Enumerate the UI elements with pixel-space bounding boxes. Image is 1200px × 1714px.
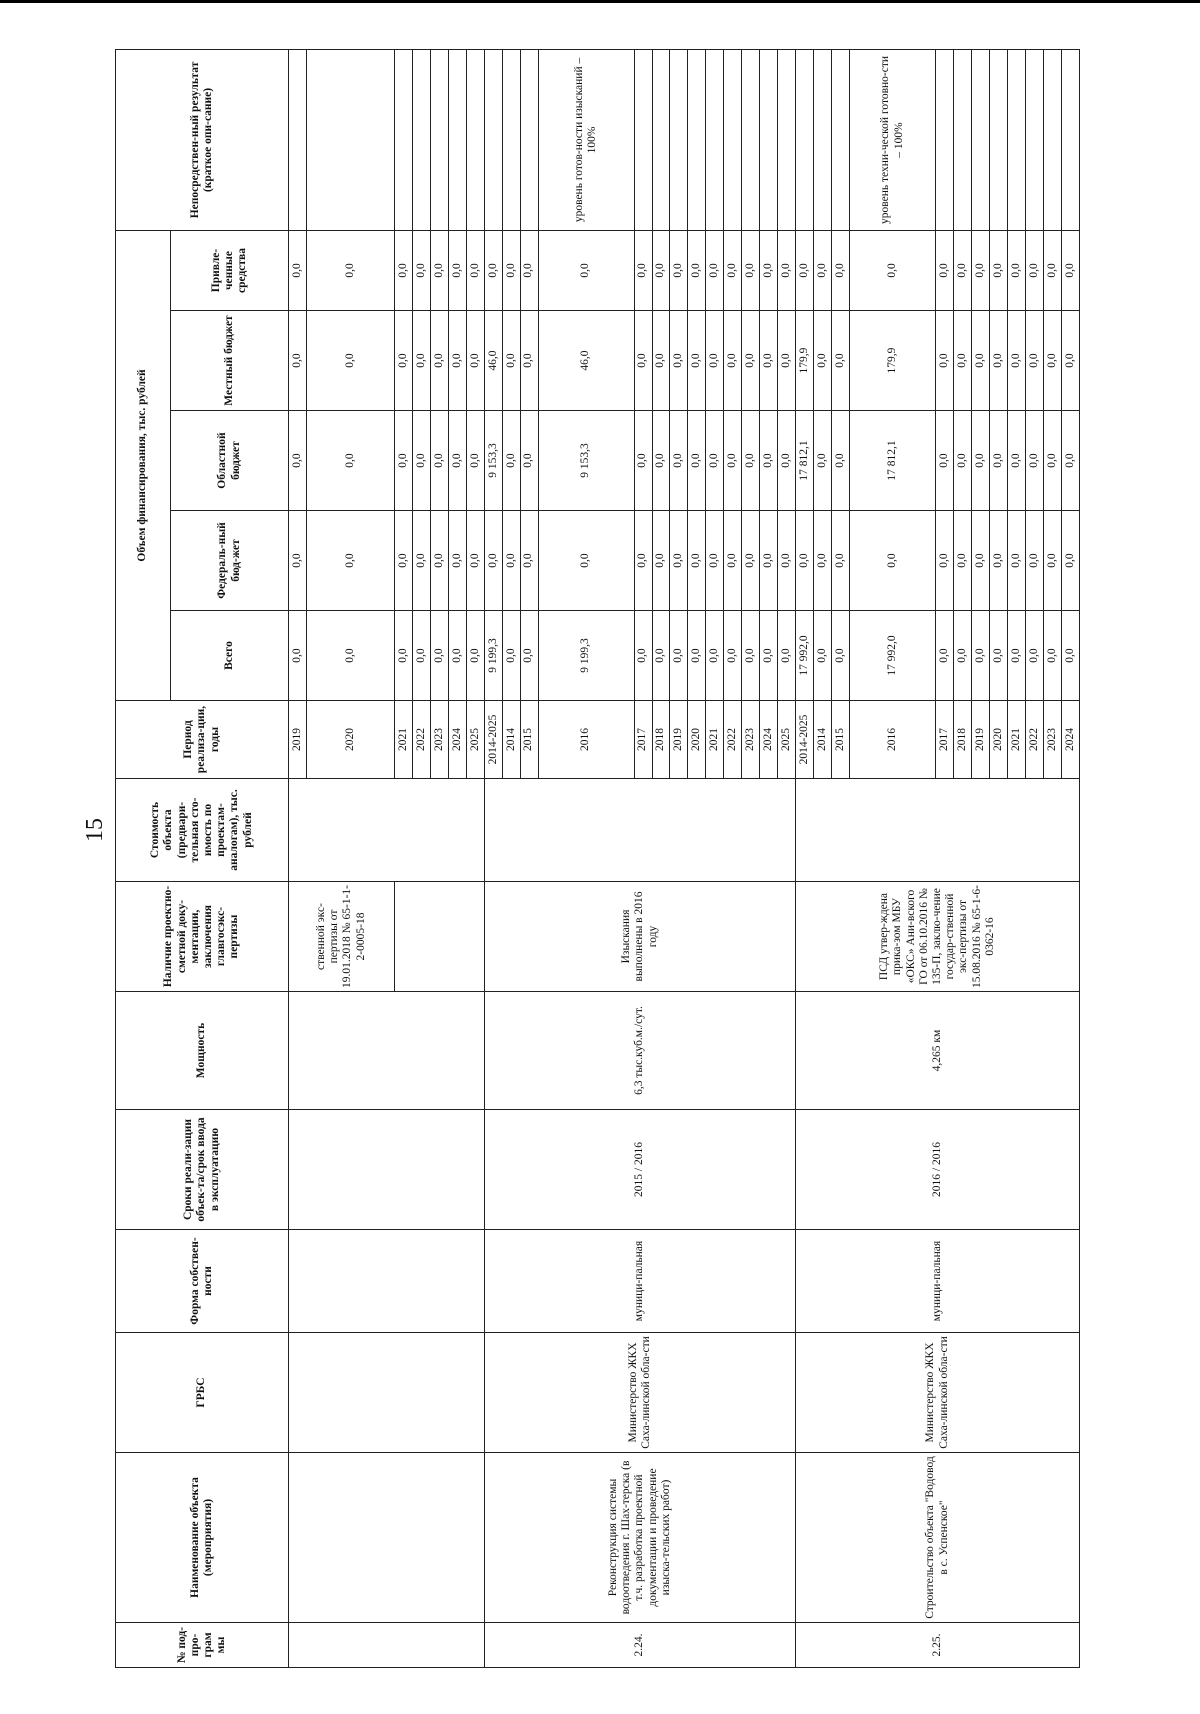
result-cell	[1007, 49, 1025, 230]
regional-cell: 9 153,3	[484, 411, 502, 511]
result-cell	[936, 49, 954, 230]
local-cell: 0,0	[1043, 311, 1061, 411]
attracted-cell: 0,0	[670, 230, 688, 310]
federal-cell: 0,0	[652, 511, 670, 611]
ownership-cell: муници-пальная	[796, 1230, 1080, 1333]
regional-cell: 0,0	[724, 411, 742, 511]
period-cell: 2014	[502, 701, 520, 779]
total-cell: 0,0	[634, 611, 652, 701]
total-cell: 0,0	[412, 611, 430, 701]
local-cell: 0,0	[953, 311, 971, 411]
federal-cell: 0,0	[953, 511, 971, 611]
program-objects-table	[115, 49, 1080, 1668]
result-cell	[412, 49, 430, 230]
header-name: Наименование объекта (мероприятия)	[116, 1453, 289, 1623]
result-cell	[289, 49, 307, 230]
total-cell: 0,0	[724, 611, 742, 701]
total-cell: 0,0	[1025, 611, 1043, 701]
cost-cell	[796, 779, 1080, 882]
total-cell: 0,0	[1043, 611, 1061, 701]
regional-cell: 0,0	[670, 411, 688, 511]
federal-cell: 0,0	[936, 511, 954, 611]
terms-cell: 2015 / 2016	[484, 1110, 795, 1230]
header-grbs: ГРБС	[116, 1333, 289, 1453]
docs-cell: ПСД утвер-ждена прика-зом МБУ «ОКС» Ани-вского ГО от 06.10.2016 № 135-П, заклю-чение государ-ственной экс-пертизы от 15.08.2016 № 65-1-6-0362-16	[796, 882, 1080, 992]
result-cell	[634, 49, 652, 230]
regional-cell: 0,0	[1007, 411, 1025, 511]
attracted-cell: 0,0	[989, 230, 1007, 310]
attracted-cell: 0,0	[760, 230, 778, 310]
header-capacity: Мощность	[116, 992, 289, 1110]
terms-cell	[289, 1110, 485, 1230]
period-cell: 2020	[688, 701, 706, 779]
result-cell	[484, 49, 502, 230]
federal-cell: 0,0	[466, 511, 484, 611]
period-cell: 2016	[538, 701, 634, 779]
total-cell: 0,0	[989, 611, 1007, 701]
result-cell	[306, 49, 394, 230]
result-cell	[448, 49, 466, 230]
federal-cell: 0,0	[412, 511, 430, 611]
grbs-cell: Министерство ЖКХ Саха-линской обла-сти	[796, 1333, 1080, 1453]
name-cell: Реконструкция системы водоотведения г. Шах-терска (в т.ч. разработка проектной документации и проведение изыска-тельских работ)	[484, 1453, 795, 1623]
header-local: Местный бюджет	[171, 311, 289, 411]
attracted-cell: 0,0	[850, 230, 936, 310]
result-cell	[989, 49, 1007, 230]
federal-cell: 0,0	[832, 511, 850, 611]
attracted-cell: 0,0	[832, 230, 850, 310]
capacity-cell: 4,265 км	[796, 992, 1080, 1110]
total-cell: 0,0	[953, 611, 971, 701]
regional-cell: 0,0	[760, 411, 778, 511]
header-docs: Наличие проектно-сметной доку-ментации, заключения главгосэкс-пертизы	[116, 882, 289, 992]
table-body	[289, 49, 1080, 1667]
federal-cell: 0,0	[742, 511, 760, 611]
federal-cell: 0,0	[448, 511, 466, 611]
header-terms: Сроки реали-зации объек-та/срок ввода в эксплуатацию	[116, 1110, 289, 1230]
result-cell	[724, 49, 742, 230]
local-cell: 0,0	[688, 311, 706, 411]
total-cell: 0,0	[306, 611, 394, 701]
period-cell: 2024	[1061, 701, 1079, 779]
local-cell: 0,0	[760, 311, 778, 411]
capacity-cell	[289, 992, 485, 1110]
regional-cell: 9 153,3	[538, 411, 634, 511]
result-cell	[953, 49, 971, 230]
attracted-cell: 0,0	[953, 230, 971, 310]
local-cell: 0,0	[652, 311, 670, 411]
attracted-cell: 0,0	[1043, 230, 1061, 310]
regional-cell: 0,0	[448, 411, 466, 511]
result-cell	[814, 49, 832, 230]
attracted-cell: 0,0	[706, 230, 724, 310]
period-cell: 2018	[652, 701, 670, 779]
regional-cell: 0,0	[814, 411, 832, 511]
period-cell: 2016	[850, 701, 936, 779]
total-cell: 0,0	[971, 611, 989, 701]
header-total: Всего	[171, 611, 289, 701]
regional-cell: 0,0	[412, 411, 430, 511]
federal-cell: 0,0	[778, 511, 796, 611]
period-cell: 2022	[724, 701, 742, 779]
regional-cell: 0,0	[688, 411, 706, 511]
table-row	[484, 49, 502, 1667]
total-cell: 0,0	[652, 611, 670, 701]
federal-cell: 0,0	[502, 511, 520, 611]
regional-cell: 0,0	[520, 411, 538, 511]
attracted-cell: 0,0	[520, 230, 538, 310]
federal-cell: 0,0	[306, 511, 394, 611]
cost-cell	[289, 779, 485, 882]
regional-cell: 0,0	[306, 411, 394, 511]
header-row-1	[116, 49, 171, 1667]
result-cell	[688, 49, 706, 230]
attracted-cell: 0,0	[936, 230, 954, 310]
attracted-cell: 0,0	[778, 230, 796, 310]
regional-cell: 0,0	[502, 411, 520, 511]
period-cell: 2015	[520, 701, 538, 779]
local-cell: 0,0	[989, 311, 1007, 411]
local-cell: 179,9	[796, 311, 814, 411]
period-cell: 2020	[989, 701, 1007, 779]
regional-cell: 0,0	[1043, 411, 1061, 511]
total-cell: 0,0	[706, 611, 724, 701]
grbs-cell	[289, 1333, 485, 1453]
period-cell: 2023	[1043, 701, 1061, 779]
period-cell: 2024	[760, 701, 778, 779]
total-cell: 0,0	[778, 611, 796, 701]
period-cell: 2023	[742, 701, 760, 779]
attracted-cell: 0,0	[394, 230, 412, 310]
federal-cell: 0,0	[289, 511, 307, 611]
attracted-cell: 0,0	[742, 230, 760, 310]
regional-cell: 0,0	[989, 411, 1007, 511]
attracted-cell: 0,0	[484, 230, 502, 310]
attracted-cell: 0,0	[634, 230, 652, 310]
total-cell: 0,0	[1061, 611, 1079, 701]
total-cell: 0,0	[1007, 611, 1025, 701]
num-cell: 2.24.	[484, 1623, 795, 1668]
result-cell	[971, 49, 989, 230]
result-cell	[520, 49, 538, 230]
header-attracted: Привле-ченные средства	[171, 230, 289, 310]
result-cell	[1061, 49, 1079, 230]
cost-cell	[484, 779, 795, 882]
total-cell: 0,0	[520, 611, 538, 701]
period-cell: 2018	[953, 701, 971, 779]
header-funding: Объем финансирования, тыс. рублей	[116, 230, 171, 700]
capacity-cell: 6,3 тыс.куб.м./сут.	[484, 992, 795, 1110]
local-cell: 179,9	[850, 311, 936, 411]
attracted-cell: 0,0	[652, 230, 670, 310]
regional-cell: 0,0	[832, 411, 850, 511]
result-cell: уровень готов-ности изысканий – 100%	[538, 49, 634, 230]
table-row	[289, 49, 307, 1667]
period-cell: 2022	[412, 701, 430, 779]
local-cell: 0,0	[448, 311, 466, 411]
federal-cell: 0,0	[394, 511, 412, 611]
federal-cell: 0,0	[989, 511, 1007, 611]
regional-cell: 0,0	[634, 411, 652, 511]
local-cell: 0,0	[466, 311, 484, 411]
result-cell	[652, 49, 670, 230]
local-cell: 0,0	[814, 311, 832, 411]
total-cell: 0,0	[502, 611, 520, 701]
attracted-cell: 0,0	[306, 230, 394, 310]
total-cell: 9 199,3	[484, 611, 502, 701]
local-cell: 0,0	[1025, 311, 1043, 411]
local-cell: 0,0	[394, 311, 412, 411]
regional-cell: 0,0	[706, 411, 724, 511]
result-cell	[502, 49, 520, 230]
regional-cell: 0,0	[430, 411, 448, 511]
attracted-cell: 0,0	[1025, 230, 1043, 310]
docs-cell	[394, 882, 484, 992]
total-cell: 0,0	[430, 611, 448, 701]
result-cell: уровень техни-ческой готовно-сти – 100%	[850, 49, 936, 230]
total-cell: 0,0	[289, 611, 307, 701]
regional-cell: 0,0	[394, 411, 412, 511]
attracted-cell: 0,0	[412, 230, 430, 310]
federal-cell: 0,0	[1043, 511, 1061, 611]
period-cell: 2019	[971, 701, 989, 779]
federal-cell: 0,0	[1007, 511, 1025, 611]
header-result: Непосредствен-ный результат (краткое опи-сание)	[116, 49, 289, 230]
result-cell	[466, 49, 484, 230]
result-cell	[778, 49, 796, 230]
period-cell: 2023	[430, 701, 448, 779]
attracted-cell: 0,0	[289, 230, 307, 310]
total-cell: 0,0	[814, 611, 832, 701]
regional-cell: 0,0	[652, 411, 670, 511]
total-cell: 17 992,0	[850, 611, 936, 701]
period-cell: 2022	[1025, 701, 1043, 779]
terms-cell: 2016 / 2016	[796, 1110, 1080, 1230]
result-cell	[760, 49, 778, 230]
result-cell	[394, 49, 412, 230]
header-ownership: Форма собствен-ности	[116, 1230, 289, 1333]
period-cell: 2017	[936, 701, 954, 779]
header-federal: Федераль-ный бюд-жет	[171, 511, 289, 611]
period-cell: 2019	[289, 701, 307, 779]
regional-cell: 0,0	[742, 411, 760, 511]
local-cell: 0,0	[430, 311, 448, 411]
total-cell: 0,0	[670, 611, 688, 701]
regional-cell: 0,0	[1061, 411, 1079, 511]
total-cell: 9 199,3	[538, 611, 634, 701]
docs-cell: ственной экс-пертизы от 19.01.2018 № 65-1-1-2-0005-18	[289, 882, 395, 992]
local-cell: 0,0	[289, 311, 307, 411]
total-cell: 0,0	[832, 611, 850, 701]
period-cell: 2021	[706, 701, 724, 779]
federal-cell: 0,0	[971, 511, 989, 611]
page-number: 15	[82, 818, 108, 842]
federal-cell: 0,0	[1061, 511, 1079, 611]
local-cell: 0,0	[742, 311, 760, 411]
header-period: Период реализа-ции, годы	[116, 701, 289, 779]
table-row	[796, 49, 814, 1667]
regional-cell: 0,0	[289, 411, 307, 511]
regional-cell: 0,0	[936, 411, 954, 511]
header-num: № под-про-грам мы	[116, 1623, 289, 1668]
docs-cell: Изыскания выполнены в 2016 году	[484, 882, 795, 992]
name-cell: Строительство объекта "Водовод в с. Успенское"	[796, 1453, 1080, 1623]
attracted-cell: 0,0	[688, 230, 706, 310]
local-cell: 0,0	[520, 311, 538, 411]
local-cell: 0,0	[306, 311, 394, 411]
local-cell: 46,0	[538, 311, 634, 411]
period-cell: 2014-2025	[796, 701, 814, 779]
total-cell: 0,0	[760, 611, 778, 701]
federal-cell: 0,0	[484, 511, 502, 611]
result-cell	[670, 49, 688, 230]
federal-cell: 0,0	[670, 511, 688, 611]
result-cell	[706, 49, 724, 230]
federal-cell: 0,0	[538, 511, 634, 611]
attracted-cell: 0,0	[1007, 230, 1025, 310]
regional-cell: 0,0	[953, 411, 971, 511]
total-cell: 0,0	[448, 611, 466, 701]
period-cell: 2020	[306, 701, 394, 779]
federal-cell: 0,0	[634, 511, 652, 611]
attracted-cell: 0,0	[1061, 230, 1079, 310]
attracted-cell: 0,0	[814, 230, 832, 310]
local-cell: 0,0	[670, 311, 688, 411]
local-cell: 0,0	[971, 311, 989, 411]
num-cell: 2.25.	[796, 1623, 1080, 1668]
header-cost: Стоимость объекта (предвари-тельная сто-имость по проектам-аналогам), тыс. рублей	[116, 779, 289, 882]
regional-cell: 0,0	[466, 411, 484, 511]
total-cell: 17 992,0	[796, 611, 814, 701]
period-cell: 2025	[466, 701, 484, 779]
top-border-line	[0, 0, 1200, 3]
result-cell	[832, 49, 850, 230]
local-cell: 0,0	[634, 311, 652, 411]
local-cell: 0,0	[1061, 311, 1079, 411]
local-cell: 0,0	[1007, 311, 1025, 411]
local-cell: 0,0	[724, 311, 742, 411]
local-cell: 0,0	[706, 311, 724, 411]
federal-cell: 0,0	[1025, 511, 1043, 611]
regional-cell: 0,0	[778, 411, 796, 511]
regional-cell: 0,0	[1025, 411, 1043, 511]
attracted-cell: 0,0	[538, 230, 634, 310]
federal-cell: 0,0	[724, 511, 742, 611]
period-cell: 2017	[634, 701, 652, 779]
federal-cell: 0,0	[796, 511, 814, 611]
federal-cell: 0,0	[814, 511, 832, 611]
result-cell	[1043, 49, 1061, 230]
federal-cell: 0,0	[850, 511, 936, 611]
name-cell	[289, 1453, 485, 1623]
regional-cell: 17 812,1	[850, 411, 936, 511]
grbs-cell: Министерство ЖКХ Саха-линской обла-сти	[484, 1333, 795, 1453]
local-cell: 0,0	[832, 311, 850, 411]
total-cell: 0,0	[394, 611, 412, 701]
federal-cell: 0,0	[520, 511, 538, 611]
local-cell: 0,0	[502, 311, 520, 411]
ownership-cell	[289, 1230, 485, 1333]
attracted-cell: 0,0	[724, 230, 742, 310]
total-cell: 0,0	[466, 611, 484, 701]
ownership-cell: муници-пальная	[484, 1230, 795, 1333]
period-cell: 2021	[394, 701, 412, 779]
period-cell: 2015	[832, 701, 850, 779]
period-cell: 2024	[448, 701, 466, 779]
result-cell	[742, 49, 760, 230]
period-cell: 2021	[1007, 701, 1025, 779]
local-cell: 46,0	[484, 311, 502, 411]
total-cell: 0,0	[742, 611, 760, 701]
attracted-cell: 0,0	[430, 230, 448, 310]
regional-cell: 17 812,1	[796, 411, 814, 511]
total-cell: 0,0	[936, 611, 954, 701]
period-cell: 2025	[778, 701, 796, 779]
attracted-cell: 0,0	[502, 230, 520, 310]
attracted-cell: 0,0	[796, 230, 814, 310]
attracted-cell: 0,0	[448, 230, 466, 310]
result-cell	[430, 49, 448, 230]
total-cell: 0,0	[688, 611, 706, 701]
attracted-cell: 0,0	[466, 230, 484, 310]
federal-cell: 0,0	[706, 511, 724, 611]
local-cell: 0,0	[778, 311, 796, 411]
header-regional: Областной бюджет	[171, 411, 289, 511]
period-cell: 2014	[814, 701, 832, 779]
num-cell	[289, 1623, 485, 1668]
period-cell: 2019	[670, 701, 688, 779]
local-cell: 0,0	[412, 311, 430, 411]
federal-cell: 0,0	[430, 511, 448, 611]
regional-cell: 0,0	[971, 411, 989, 511]
result-cell	[1025, 49, 1043, 230]
result-cell	[796, 49, 814, 230]
period-cell: 2014-2025	[484, 701, 502, 779]
attracted-cell: 0,0	[971, 230, 989, 310]
document-table-wrapper	[115, 50, 1080, 1668]
local-cell: 0,0	[936, 311, 954, 411]
federal-cell: 0,0	[760, 511, 778, 611]
federal-cell: 0,0	[688, 511, 706, 611]
